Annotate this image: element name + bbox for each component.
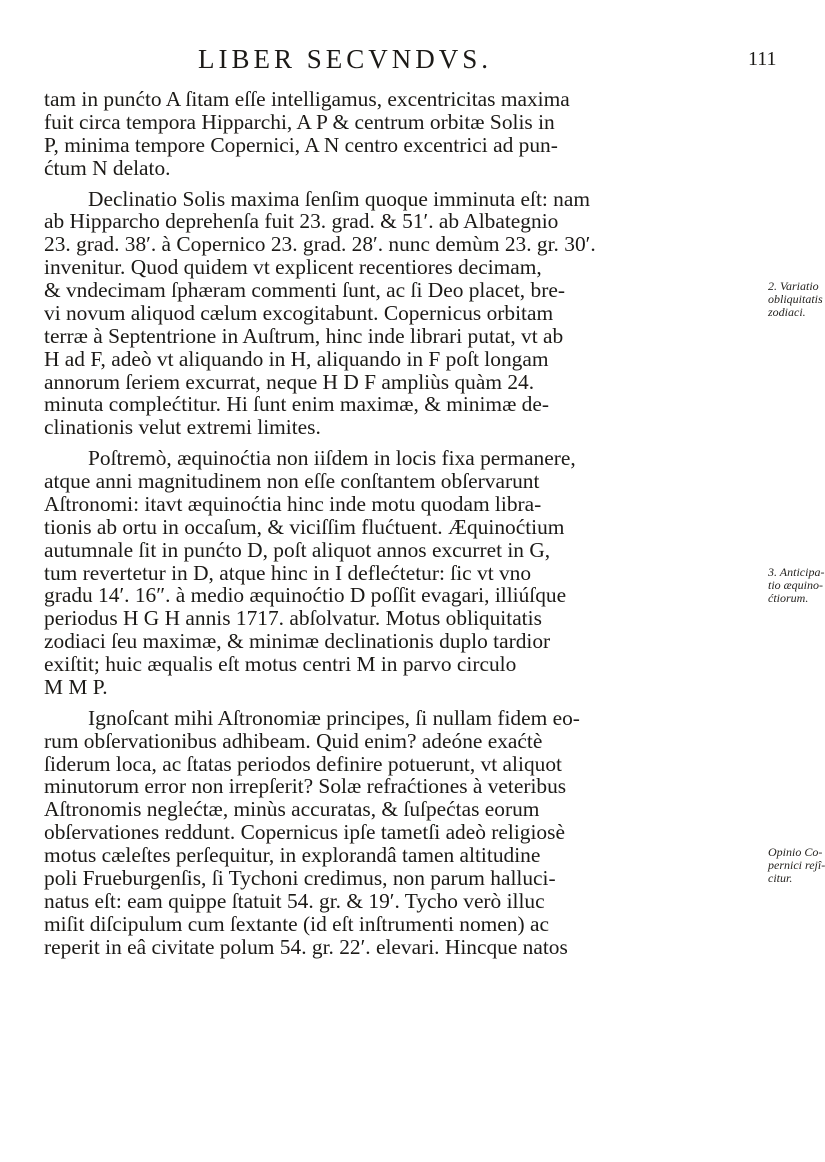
- text-line: Ignoſcant mihi Aſtronomiæ principes, ſi nullam fidem eo-: [88, 705, 580, 730]
- running-title: LIBER SECVNDVS.: [198, 44, 493, 74]
- paragraph-1: [44, 88, 762, 180]
- text-line: terræ à Septentrione in Auſtrum, hinc inde librari putat, vt ab: [44, 323, 564, 348]
- text-line: H ad F, adeò vt aliquando in H, aliquando in F poſt longam: [44, 346, 549, 371]
- text-line: exiſtit; huic æqualis eſt motus centri M in parvo circulo: [44, 652, 517, 676]
- text-line: vi novum aliquod cælum excogitabunt. Copernicus orbitam: [44, 300, 554, 325]
- text-line: & vndecimam ſphæram commenti ſunt, ac ſi Deo placet, bre-: [44, 278, 565, 302]
- text-line: fuit circa tempora Hipparchi, A P & centrum orbitæ Solis in: [44, 109, 555, 134]
- text-line: periodus H G H annis 1717. abſolvatur. Motus obliquitatis: [44, 606, 542, 631]
- margin-note-anticipatio: [768, 565, 825, 605]
- text-line: gradu 14′. 16″. à medio æquinoćtio D poſſit evagari, illiúſque: [44, 583, 567, 608]
- text-line: tionis ab ortu in occaſum, & viciſſim flućtuent. Æquinoćtium: [44, 514, 565, 539]
- text-line: ćtum N delato.: [44, 155, 171, 180]
- page-number: 111: [748, 48, 777, 70]
- page-header: [0, 44, 800, 74]
- text-line: invenitur. Quod quidem vt explicent recentiores decimam,: [44, 255, 542, 280]
- text-line: atque anni magnitudinem non eſſe conſtantem obſervarunt: [44, 469, 540, 493]
- text-line: natus eſt: eam quippe ſtatuit 54. gr. & 19′. Tycho verò illuc: [44, 888, 545, 913]
- margin-note-line: tio æquino-: [768, 578, 824, 592]
- paragraph-3: [44, 447, 762, 699]
- paragraph-2: [44, 188, 762, 440]
- margin-note-line: ćtiorum.: [768, 591, 809, 605]
- text-line: autumnale ſit in punćto D, poſt aliquot annos excurret in G,: [44, 537, 551, 562]
- margin-note-variatio: [768, 279, 823, 319]
- text-line: minuta complećtitur. Hi ſunt enim maximæ, & minimæ de-: [44, 392, 549, 417]
- text-line: poli Frueburgenſis, ſi Tychoni credimus, non parum halluci-: [44, 865, 556, 890]
- text-line: clinationis velut extremi limites.: [44, 415, 321, 440]
- text-line: tum revertetur in D, atque hinc in I deflećtetur: ſic vt vno: [44, 560, 532, 585]
- margin-note-line: obliquitatis: [768, 292, 823, 306]
- text-line: reperit in eâ civitate polum 54. gr. 22′. elevari. Hincque natos: [44, 934, 568, 959]
- margin-note-line: zodiaci.: [768, 305, 806, 319]
- text-line: P, minima tempore Copernici, A N centro excentrici ad pun-: [44, 132, 558, 157]
- text-line: ſiderum loca, ac ſtatas periodos definire potuerunt, vt aliquot: [44, 751, 562, 776]
- margin-note-line: citur.: [768, 871, 793, 885]
- paragraph-4: [44, 707, 762, 959]
- text-line: motus cæleſtes perſequitur, in explorandâ tamen altitudine: [44, 843, 541, 867]
- margin-note-line: Opinio Co-: [768, 845, 823, 859]
- text-line: M M P.: [44, 674, 108, 699]
- text-line: rum obſervationibus adhibeam. Quid enim? adeóne exaćtè: [44, 728, 543, 753]
- text-line: 23. grad. 38′. à Copernico 23. grad. 28′. nunc demùm 23. gr. 30′.: [44, 232, 596, 257]
- body-text: [44, 88, 762, 958]
- text-line: Poſtremò, æquinoćtia non iiſdem in locis fixa permanere,: [88, 446, 576, 471]
- margin-note-line: pernici rejî-: [768, 858, 825, 872]
- text-line: ab Hipparcho deprehenſa fuit 23. grad. & 51′. ab Albategnio: [44, 209, 559, 234]
- margin-note-line: 3. Anticipa-: [768, 565, 825, 579]
- text-line: zodiaci ſeu maximæ, & minimæ declinationis duplo tardior: [44, 629, 551, 654]
- margin-note-line: 2. Variatio: [768, 279, 819, 293]
- text-line: tam in punćto A ſitam eſſe intelligamus, excentricitas maxima: [44, 87, 570, 111]
- text-line: Aſtronomi: itavt æquinoćtia hinc inde motu quodam libra-: [44, 491, 542, 516]
- text-line: Aſtronomis neglećtæ, minùs accuratas, & ſuſpećtas eorum: [44, 797, 540, 822]
- text-line: minutorum error non irrepſerit? Solæ refraćtiones à veteribus: [44, 774, 567, 799]
- text-line: annorum ſeriem excurrat, neque H D F ampliùs quàm 24.: [44, 369, 535, 394]
- text-line: Declinatio Solis maxima ſenſim quoque imminuta eſt: nam: [88, 186, 591, 211]
- text-line: miſit diſcipulum cum ſextante (id eſt inſtrumenti nomen) ac: [44, 911, 549, 936]
- text-line: obſervationes reddunt. Copernicus ipſe tametſi adeò religiosè: [44, 820, 565, 845]
- margin-note-opinio: [768, 845, 825, 885]
